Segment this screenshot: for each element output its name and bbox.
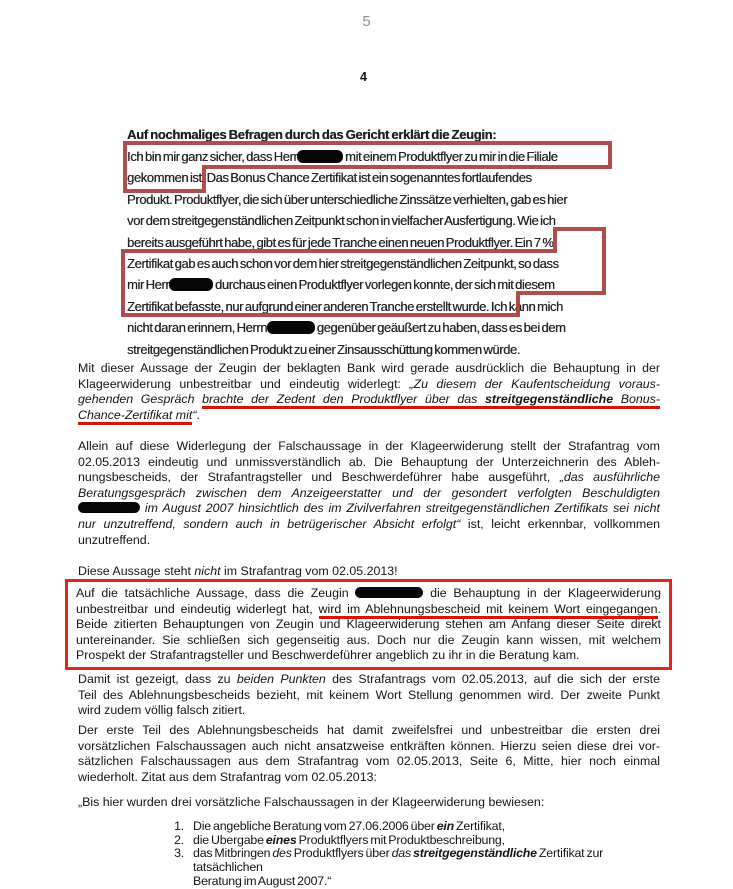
paragraph-damit [78, 672, 660, 719]
text-line [78, 486, 660, 502]
text-run: des Strafantrags vom 02.05.2013, auf die sich der erste [325, 672, 660, 686]
text-run: gekommen ist. Das Bonus Chance Zertifikat ist ein sogenanntes fortlaufendes [127, 170, 532, 186]
text-run: nicht daran erinnern, Herrn [127, 320, 268, 336]
text-run: im August 2007 hinsichtlich des im Zivilverfahren streitgegenständlichen Zertifikats sei nicht [140, 501, 660, 516]
text-run: gehenden Gespräch [78, 392, 203, 407]
text-run: mir Herr [127, 277, 170, 293]
text-run: Ich bin mir ganz sicher, dass Herr [127, 149, 298, 164]
text-run: die Behauptung in der Klageerwiderung [423, 586, 661, 600]
text-line [78, 795, 660, 811]
text-run: Chance-Zertifikat mit [78, 408, 192, 425]
text-line [78, 392, 660, 408]
text-line [78, 455, 660, 471]
text-run: Teil des Ablehnungsbescheids bezieht, mit keinem Wort Stellung genommen wird. Der zweite Punkt [78, 687, 660, 702]
scan-testimony-text [127, 146, 637, 360]
text-run: “ [192, 407, 197, 422]
paragraph-der-erste-teil [78, 723, 660, 785]
text-run: bereits ausgeführt habe, gibt es für jede Tranche einen neuen Produktflyer. Ein 7 % [127, 234, 554, 250]
redaction-bar [267, 321, 315, 334]
text-run: nur unzutreffend, sondern auch in betrügerischer Absicht erfolgt“ [78, 516, 461, 531]
redaction-bar [355, 587, 423, 598]
text-run: Beratungsgespräch zwischen dem Anzeigeerstatter und der gesondert verfolgten Beschuldigten [78, 485, 660, 500]
text-line [78, 408, 660, 424]
text-line [127, 146, 637, 167]
highlight-box-paragraph [65, 579, 672, 670]
text-run: Bonus- [613, 392, 660, 409]
text-line [76, 602, 661, 618]
text-run: „Zu diesem der Kaufentscheidung voraus- [409, 376, 660, 391]
list-item-text [193, 834, 663, 848]
paragraph-strafantrag [78, 439, 660, 548]
text-run: Produkt. Produktflyer, die sich über unterschiedliche Zinssätze verhielten, gab es hier [127, 191, 568, 207]
text-run: Die angebliche Beratung vom 27.06.2006 über [193, 819, 437, 833]
text-line [78, 501, 660, 517]
text-run: nungsbescheids, der Strafantragsteller und Beschwerdeführer habe ausgeführt, [78, 470, 560, 485]
text-line [76, 648, 661, 664]
text-line [78, 377, 660, 393]
scan-testimony-heading: Auf nochmaliges Befragen durch das Gericht erklärt die Zeugin: [127, 127, 497, 142]
text-run: des [272, 846, 292, 861]
text-run: Der erste Teil des Ablehnungsbescheids hat damit zweifelsfrei und unbestreitbar die ersten drei [78, 723, 660, 737]
text-line [127, 253, 637, 274]
text-run: gegenüber geäußert zu haben, dass es bei dem [315, 320, 566, 336]
page-number-inner: 4 [360, 70, 367, 84]
text-line [193, 820, 663, 834]
text-line [127, 232, 637, 253]
text-line [78, 688, 660, 704]
text-line [76, 586, 661, 602]
list-item [166, 820, 666, 834]
text-line [193, 834, 663, 848]
text-run: streitgegenständliche [485, 392, 613, 409]
text-run: brachte der Zedent den Produktflyer über das [202, 392, 485, 409]
text-line [78, 703, 660, 719]
text-line [78, 564, 660, 580]
text-run: wird zudem völlig falsch zitiert. [78, 703, 246, 718]
text-line [76, 617, 661, 633]
text-run: beiden Punkten [236, 672, 326, 686]
text-run: untereinander. Sie schließen sich gegenseitig aus. Doch nur die Zeugin kann wissen, mit welchem [76, 632, 661, 647]
text-line [78, 723, 660, 739]
text-run: Auf die tatsächliche Aussage, dass die Zeugin [76, 586, 356, 600]
text-line [127, 317, 637, 338]
text-run: „Bis hier wurden drei vorsätzliche Falschaussagen in der Klageerwiderung bewiesen: [78, 795, 545, 809]
text-run: die Ubergabe [193, 832, 266, 847]
text-line [78, 754, 660, 770]
text-run: mit einem Produktflyer zu mir in die Filiale [343, 149, 558, 164]
text-line [127, 189, 637, 210]
list-item [166, 834, 666, 848]
text-run: ein [436, 819, 455, 833]
text-run: unbestreitbar und eindeutig widerlegt hat, [76, 601, 319, 616]
text-line [78, 770, 660, 786]
text-run: Mit dieser Aussage der Zeugin der beklagten Bank wird gerade ausdrücklich die Behauptung in der [78, 361, 660, 375]
text-run: sätzlichen Falschaussagen aus dem Strafantrag vom 02.05.2013, Seite 6, Mitte, hier noch einmal [78, 754, 660, 769]
redaction-bar [169, 278, 213, 291]
text-line [78, 439, 660, 455]
text-run: unzutreffend. [78, 532, 151, 547]
text-run: Klageerwiderung unbestreitbar und eindeutig widerlegt: [78, 376, 410, 391]
text-run: Zertifikat, [454, 819, 505, 833]
text-line [78, 361, 660, 377]
text-run: Beide zitierten Behauptungen von Zeugin und Klageerwiderung stehen am Anfang dieser Seite direkt [76, 617, 661, 632]
text-run: wird im Ablehnungsbescheid mit keinem Wort eingegangen [319, 602, 658, 619]
paragraph-diese-aussage [78, 564, 660, 580]
text-line [78, 517, 660, 533]
text-line [193, 847, 663, 874]
text-line [78, 739, 660, 755]
list-item [166, 847, 666, 888]
text-run: das Mitbringen [193, 846, 273, 861]
text-run: das [391, 846, 411, 861]
text-line [127, 274, 637, 295]
page-number-outer: 5 [362, 13, 371, 30]
text-line [127, 339, 637, 360]
text-run: Damit ist gezeigt, dass zu [78, 672, 237, 686]
text-run: Prospekt der Strafantragsteller und Beschwerdeführer angeblich zu ihr in die Beratung kam. [76, 648, 580, 663]
text-line [76, 633, 661, 649]
text-run: ist, leicht erkennbar, vollkommen [460, 516, 660, 531]
text-run: 02.05.2013 eindeutig und unmissverständlich ab. Die Behauptung der Unterzeichnerin des Ableh- [78, 454, 660, 469]
text-run: vorsätzlichen Falschaussagen auch nicht ansatzweise entkräften können. Hierzu seien diese drei vor- [78, 738, 660, 753]
redaction-bar [78, 502, 140, 513]
text-run: Produktflyers über [291, 846, 392, 861]
text-line [78, 672, 660, 688]
list-item-text [193, 820, 663, 834]
text-run: streitgegenständlichen Produkt zu einer Zinsausschüttung kommen würde. [127, 341, 520, 357]
paragraph-zitat-intro [78, 795, 660, 811]
list-item-number: 3. [174, 846, 184, 861]
text-line [78, 470, 660, 486]
text-line [127, 167, 637, 188]
paragraph-widerlegung [78, 361, 660, 423]
text-line [127, 210, 637, 231]
text-run: Zertifikat zur tatsächlichen [193, 846, 604, 875]
list-item-number: 2. [174, 832, 184, 847]
text-run: „das ausführliche [559, 470, 660, 485]
redaction-bar [297, 150, 343, 163]
text-line [127, 296, 637, 317]
text-run: Diese Aussage steht [78, 564, 195, 578]
text-run: nicht [194, 564, 221, 578]
text-run: . [196, 407, 200, 422]
text-run: Zertifikat gab es auch schon vor dem hier streitgegenständlichen Zeitpunkt, so dass [127, 255, 559, 271]
text-run: im Strafantrag vom 02.05.2013! [220, 564, 398, 578]
text-run: . [657, 601, 661, 616]
text-line [78, 533, 660, 549]
list-item-text [193, 847, 663, 888]
text-run: Produktflyers mit Produktbeschreibung, [296, 832, 505, 847]
text-run: streitgegenständliche [413, 846, 537, 861]
quote-list [166, 820, 666, 889]
text-run: vor dem streitgegenständlichen Zeitpunkt schon in vielfacher Ausfertigung. Wie ich [127, 213, 556, 229]
text-line [193, 875, 663, 889]
text-run: wiederholt. Zitat aus dem Strafantrag vom 02.05.2013: [78, 769, 377, 784]
text-run: eines [265, 832, 297, 847]
text-run: Zertifikat befasste, nur aufgrund einer anderen Tranche erstellt wurde. Ich kann mich [127, 298, 563, 314]
list-item-number: 1. [174, 819, 184, 833]
text-run: durchaus einen Produktflyer vorlegen konnte, der sich mit diesem [213, 277, 555, 293]
text-run: Beratung im August 2007.“ [193, 873, 332, 888]
text-run: Allein auf diese Widerlegung der Falschaussage in der Klageerwiderung stellt der Strafantrag vom [78, 439, 660, 453]
